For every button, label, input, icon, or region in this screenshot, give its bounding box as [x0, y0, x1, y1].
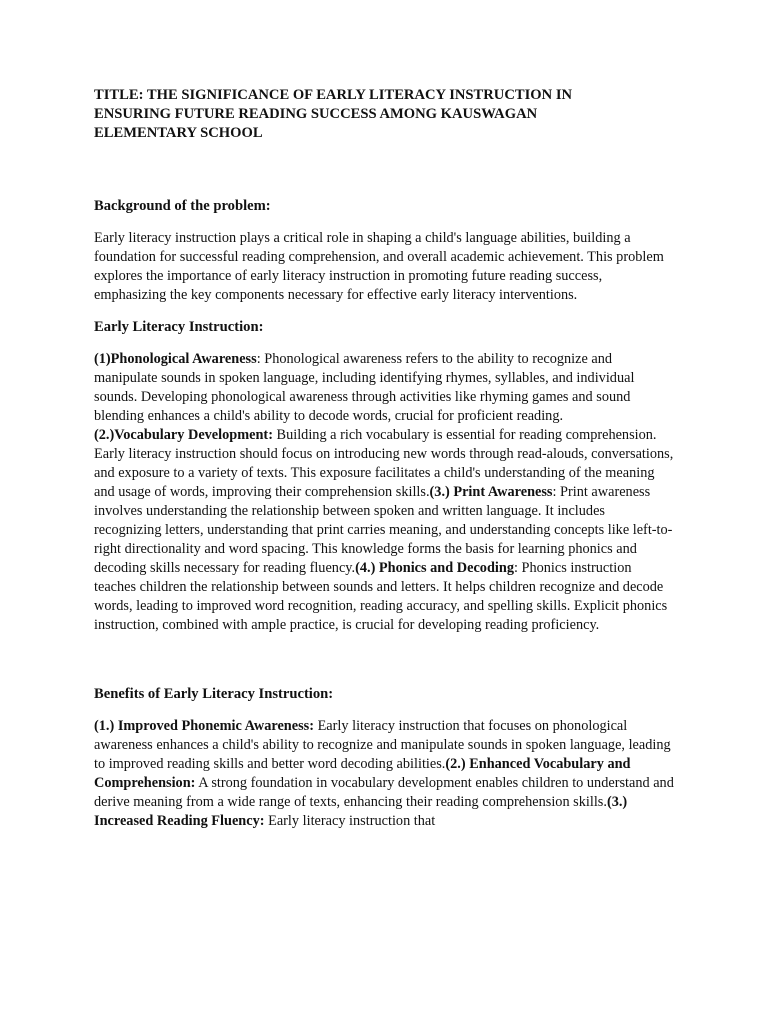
instruction-heading: Early Literacy Instruction:: [94, 319, 264, 335]
instruction-item-4-text: : Phonics instruction teaches children the relationship between sounds and letters. It helps children recognize and decode words, leading to improved word recognition, reading accuracy, and spelling skills. Explicit phonics instruction, combined with ample practice, is crucial for developing reading proficiency.: [94, 560, 668, 633]
benefit-item-1-label: (1.) Improved Phonemic Awareness:: [94, 718, 314, 734]
background-heading: Background of the problem:: [94, 198, 271, 214]
benefit-item-3-text: Early literacy instruction that: [264, 813, 436, 829]
instruction-item-3-label: (3.) Print Awareness: [429, 484, 553, 500]
instruction-item-3-text: : Print awareness involves understanding the relationship between spoken and written language. It includes recognizing letters, understanding that print carries meaning, and understanding concepts like left-to-right directionality and word spacing. This knowledge forms the basis for learning phonics and decoding skills necessary for reading fluency.: [94, 484, 673, 576]
benefit-item-1-text: Early literacy instruction that focuses on phonological awareness enhances a child's ability to recognize and manipulate sounds in spoken language, leading to improved reading skills and better word decoding abilities.: [94, 718, 671, 772]
benefits-paragraph: [94, 717, 674, 831]
background-paragraph: Early literacy instruction plays a critical role in shaping a child's language abilities, building a foundation for successful reading comprehension, and overall academic achievement. This problem explores the importance of early literacy instruction in promoting future reading success, emphasizing the key components necessary for effective early literacy interventions.: [94, 230, 664, 303]
benefit-item-3-label: (3.) Increased Reading Fluency:: [94, 794, 628, 829]
instruction-item-1-text: : Phonological awareness refers to the ability to recognize and manipulate sounds in spoken language, including identifying rhymes, syllables, and individual sounds. Developing phonological awareness through activities like rhyming games and sound blending enhances a child's ability to decode words, crucial for proficient reading.: [94, 351, 635, 424]
instruction-item-4-label: (4.) Phonics and Decoding: [355, 560, 514, 576]
benefit-item-2-label: (2.) Enhanced Vocabulary and Comprehension:: [94, 756, 631, 791]
instruction-item-1-label: (1)Phonological Awareness: [94, 351, 257, 367]
benefit-item-2-text: A strong foundation in vocabulary development enables children to understand and derive meaning from a wide range of texts, enhancing their reading comprehension skills.: [94, 775, 674, 810]
benefits-heading: Benefits of Early Literacy Instruction:: [94, 686, 334, 702]
instruction-item-2-label: (2.)Vocabulary Development:: [94, 427, 273, 443]
instruction-item-2-text: Building a rich vocabulary is essential for reading comprehension. Early literacy instruction should focus on introducing new words through read-alouds, conversations, and exposure to a variety of texts. This exposure facilitates a child's understanding of the meaning and usage of words, improving their comprehension skills.: [94, 427, 674, 500]
document-title: TITLE: THE SIGNIFICANCE OF EARLY LITERACY INSTRUCTION IN ENSURING FUTURE READING SUCCESS AMONG KAUSWAGAN ELEMENTARY SCHOOL: [94, 87, 573, 141]
instruction-paragraph: [94, 350, 674, 635]
